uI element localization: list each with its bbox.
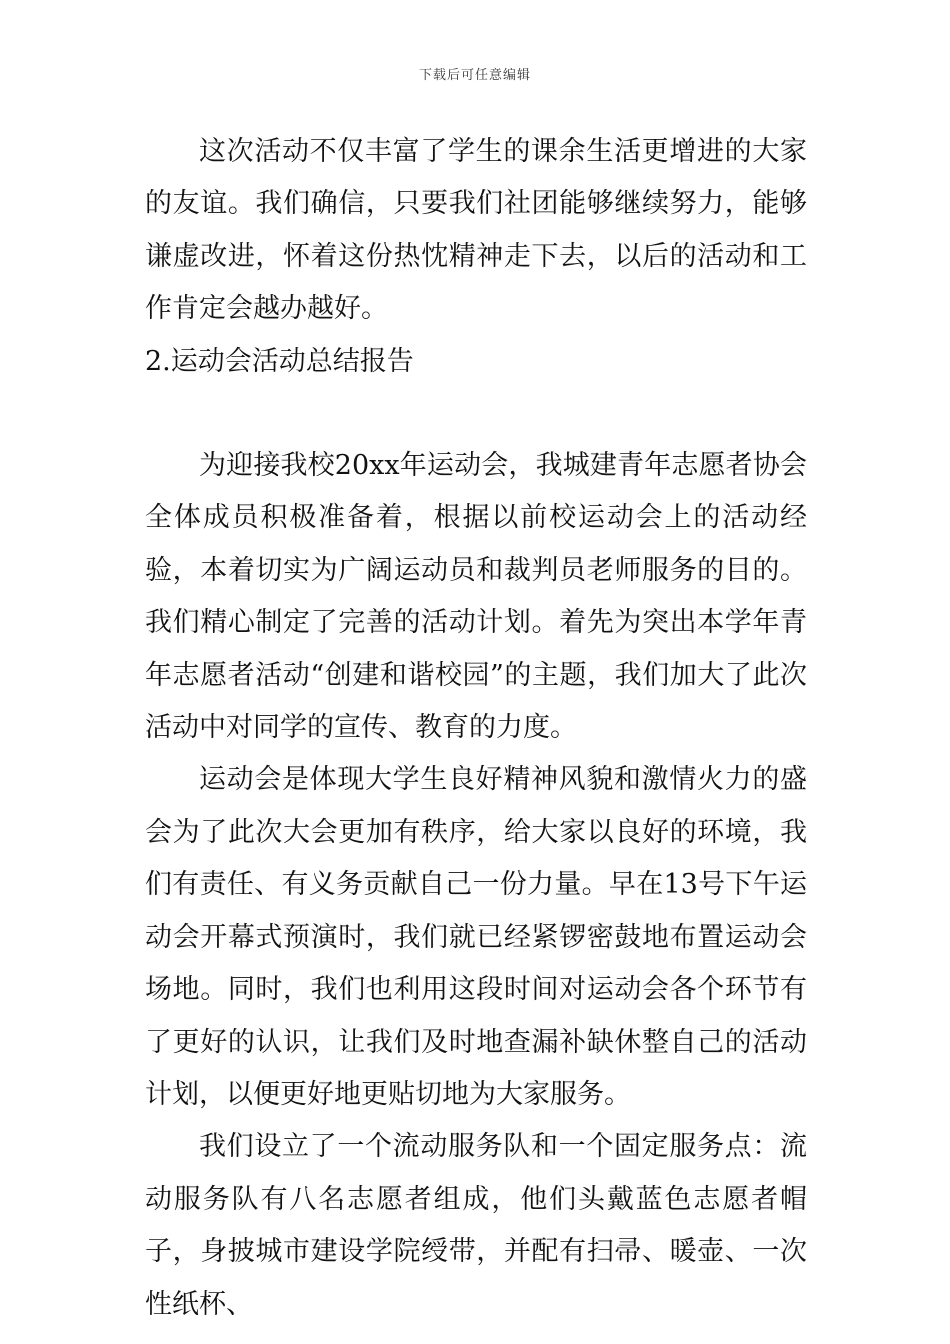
paragraph-sports-meet: 运动会是体现大学生良好精神风貌和激情火力的盛会为了此次大会更加有秩序，给大家以良好的环境，我们有责任、有义务贡献自己一份力量。早在13号下午运动会开幕式预演时，我们就已经紧锣密鼓地布置运动会场地。同时，我们也利用这段时间对运动会各个环节有了更好的认识，让我们及时地查漏补缺休整自己的活动计划，以便更好地更贴切地为大家服务。 — [145, 764, 807, 1110]
blank-line — [145, 388, 807, 440]
page-header-note: 下载后可任意编辑 — [418, 68, 531, 83]
document-body — [145, 126, 807, 1331]
section-heading: 2.运动会活动总结报告 — [145, 345, 414, 377]
paragraph-conclusion: 这次活动不仅丰富了学生的课余生活更增进的大家的友谊。我们确信，只要我们社团能够继续努力，能够谦虚改进，怀着这份热忱精神走下去，以后的活动和工作肯定会越办越好。 — [145, 136, 807, 325]
paragraph-preparation: 为迎接我校20xx年运动会，我城建青年志愿者协会全体成员积极准备着，根据以前校运动会上的活动经验，本着切实为广阔运动员和裁判员老师服务的目的。我们精心制定了完善的活动计划。着先为突出本学年青年志愿者活动“创建和谐校园”的主题，我们加大了此次活动中对同学的宣传、教育的力度。 — [145, 450, 807, 744]
paragraph-service-team: 我们设立了一个流动服务队和一个固定服务点：流动服务队有八名志愿者组成，他们头戴蓝色志愿者帽子，身披城市建设学院绶带，并配有扫帚、暖壶、一次性纸杯、 — [145, 1131, 807, 1320]
